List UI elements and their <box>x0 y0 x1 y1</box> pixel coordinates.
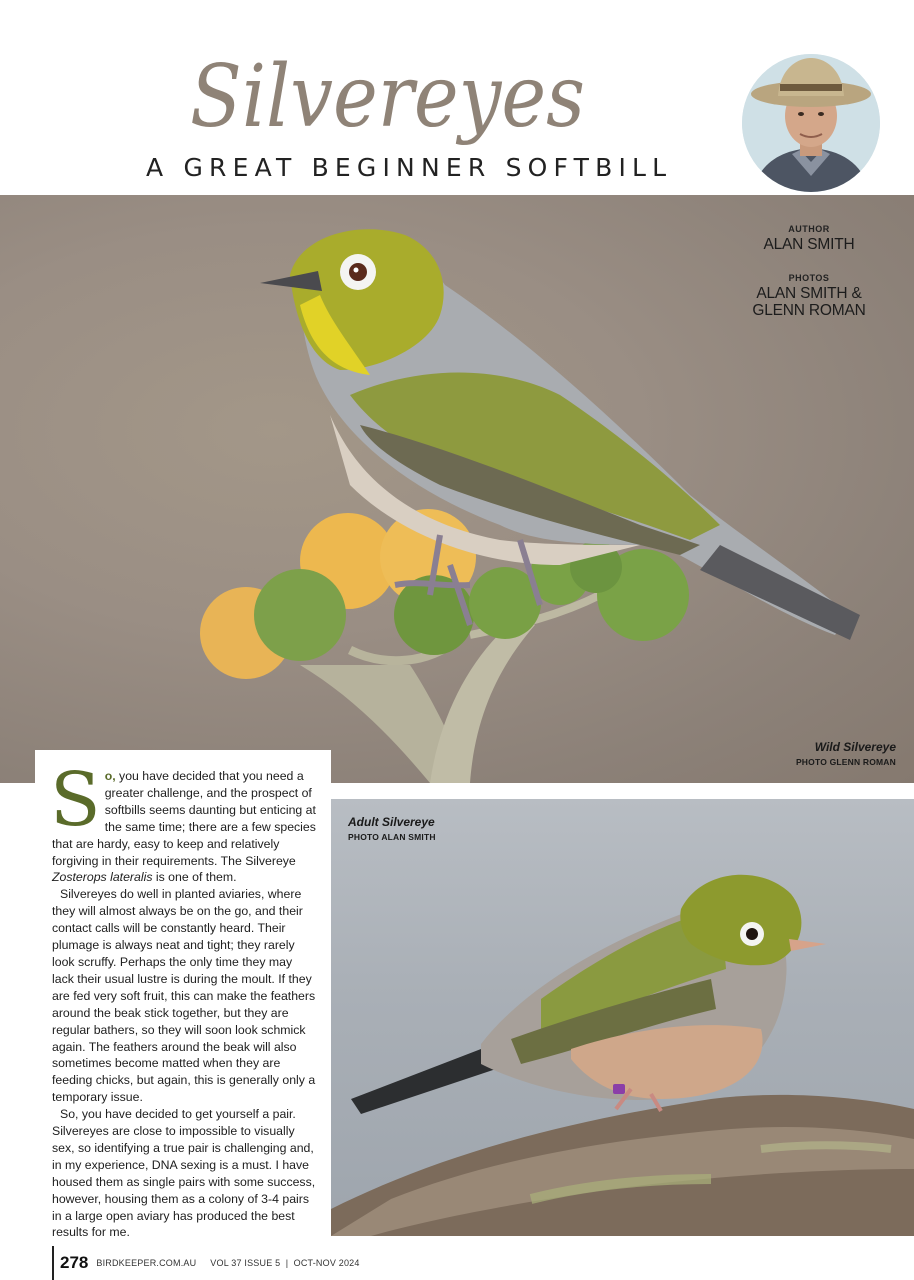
paragraph-1-text: you have decided that you need a greater challenge, and the prospect of softbills seems daunting but enticing at the same time; there are a few species that are hardy, easy to keep and relatively forgiving in their requirements. The Silvereye <box>52 769 316 868</box>
paragraph-1 <box>50 757 316 886</box>
page-title: Silvereyes <box>190 47 585 147</box>
adult-caption <box>348 815 436 842</box>
page-subtitle: A GREAT BEGINNER SOFTBILL <box>146 153 673 182</box>
page-footer <box>52 1246 360 1280</box>
author-name: ALAN SMITH <box>763 236 855 253</box>
title-script <box>190 38 610 148</box>
species-name: Zosterops lateralis <box>52 870 153 885</box>
photo-adult-silvereye <box>331 799 914 1236</box>
photos-name-line1: ALAN SMITH & <box>756 285 862 302</box>
article-credits <box>744 224 874 319</box>
adult-caption-credit: PHOTO ALAN SMITH <box>348 832 436 842</box>
author-portrait <box>740 52 882 194</box>
footer-issue: VOL 37 ISSUE 5 | OCT-NOV 2024 <box>210 1258 360 1268</box>
adult-caption-title: Adult Silvereye <box>348 815 435 829</box>
hero-caption-credit: PHOTO GLENN ROMAN <box>795 757 896 767</box>
photos-name-line2: GLENN ROMAN <box>752 302 866 319</box>
hero-caption <box>796 740 896 767</box>
hero-caption-title: Wild Silvereye <box>814 740 896 754</box>
footer-site: BIRDKEEPER.COM.AU <box>96 1258 197 1268</box>
lead-in: o, <box>104 769 116 783</box>
article-body <box>50 757 316 1241</box>
drop-cap: S <box>50 757 101 843</box>
paragraph-1-end: is one of them. <box>152 870 237 885</box>
paragraph-3: So, you have decided to get yourself a pair. Silvereyes are close to impossible to visually sex, so identifying a true pair is challenging and, in my experience, DNA sexing is a must. I have housed them as single pairs with some success, however, housing them as a colony of 3-4 pairs in a large open aviary has produced the best results for me. <box>52 1107 316 1240</box>
page-number: 278 <box>60 1253 89 1272</box>
photos-label: PHOTOS <box>788 273 830 283</box>
author-label: AUTHOR <box>788 224 830 234</box>
paragraph-2: Silvereyes do well in planted aviaries, where they will almost always be on the go, and their contact calls will be constantly heard. Their plumage is always neat and tight; they rarely look scruffy. Perhaps the only time they may lack their usual lustre is during the moult. If they are fed very soft fruit, this can make the feathers around the beak stick together, but they are regular bathers, so they will soon look schmick again. The feathers around the beak will also sometimes become matted when they are feeding chicks, but again, this is generally only a temporary issue. <box>52 887 316 1105</box>
